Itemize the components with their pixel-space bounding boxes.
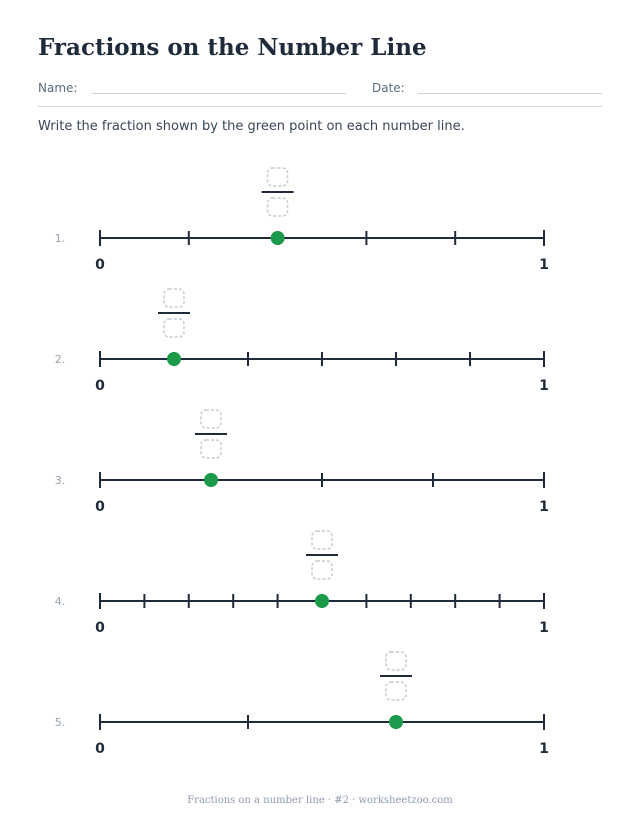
date-label: Date: <box>372 81 405 95</box>
end-label: 1 <box>539 741 549 757</box>
start-label: 0 <box>95 257 105 273</box>
denominator-answer-box[interactable] <box>268 198 288 216</box>
denominator-answer-box[interactable] <box>386 682 406 700</box>
number-line-problem <box>55 168 549 273</box>
numerator-answer-box[interactable] <box>312 531 332 549</box>
denominator-answer-box[interactable] <box>201 440 221 458</box>
denominator-answer-box[interactable] <box>312 561 332 579</box>
number-line-problem <box>55 652 549 757</box>
number-line-problem <box>55 531 549 636</box>
numerator-answer-box[interactable] <box>201 410 221 428</box>
start-label: 0 <box>95 499 105 515</box>
problem-number: 5. <box>54 716 66 729</box>
end-label: 1 <box>539 378 549 394</box>
worksheet-title: Fractions on the Number Line <box>38 34 427 61</box>
start-label: 0 <box>95 378 105 394</box>
end-label: 1 <box>539 257 549 273</box>
problem-number: 4. <box>54 595 66 608</box>
instructions: Write the fraction shown by the green point on each number line. <box>38 119 465 134</box>
green-point <box>204 473 218 487</box>
start-label: 0 <box>95 620 105 636</box>
green-point <box>167 352 181 366</box>
green-point <box>389 715 403 729</box>
numerator-answer-box[interactable] <box>386 652 406 670</box>
number-line-problem <box>55 289 549 394</box>
end-label: 1 <box>539 499 549 515</box>
problem-number: 2. <box>54 353 66 366</box>
name-label: Name: <box>38 81 78 95</box>
end-label: 1 <box>539 620 549 636</box>
green-point <box>271 231 285 245</box>
footer: Fractions on a number line · #2 · worksheetzoo.com <box>187 795 453 806</box>
numerator-answer-box[interactable] <box>164 289 184 307</box>
number-line-problem <box>55 410 549 515</box>
problem-number: 3. <box>54 474 66 487</box>
numerator-answer-box[interactable] <box>268 168 288 186</box>
green-point <box>315 594 329 608</box>
problem-number: 1. <box>54 232 66 245</box>
denominator-answer-box[interactable] <box>164 319 184 337</box>
start-label: 0 <box>95 741 105 757</box>
